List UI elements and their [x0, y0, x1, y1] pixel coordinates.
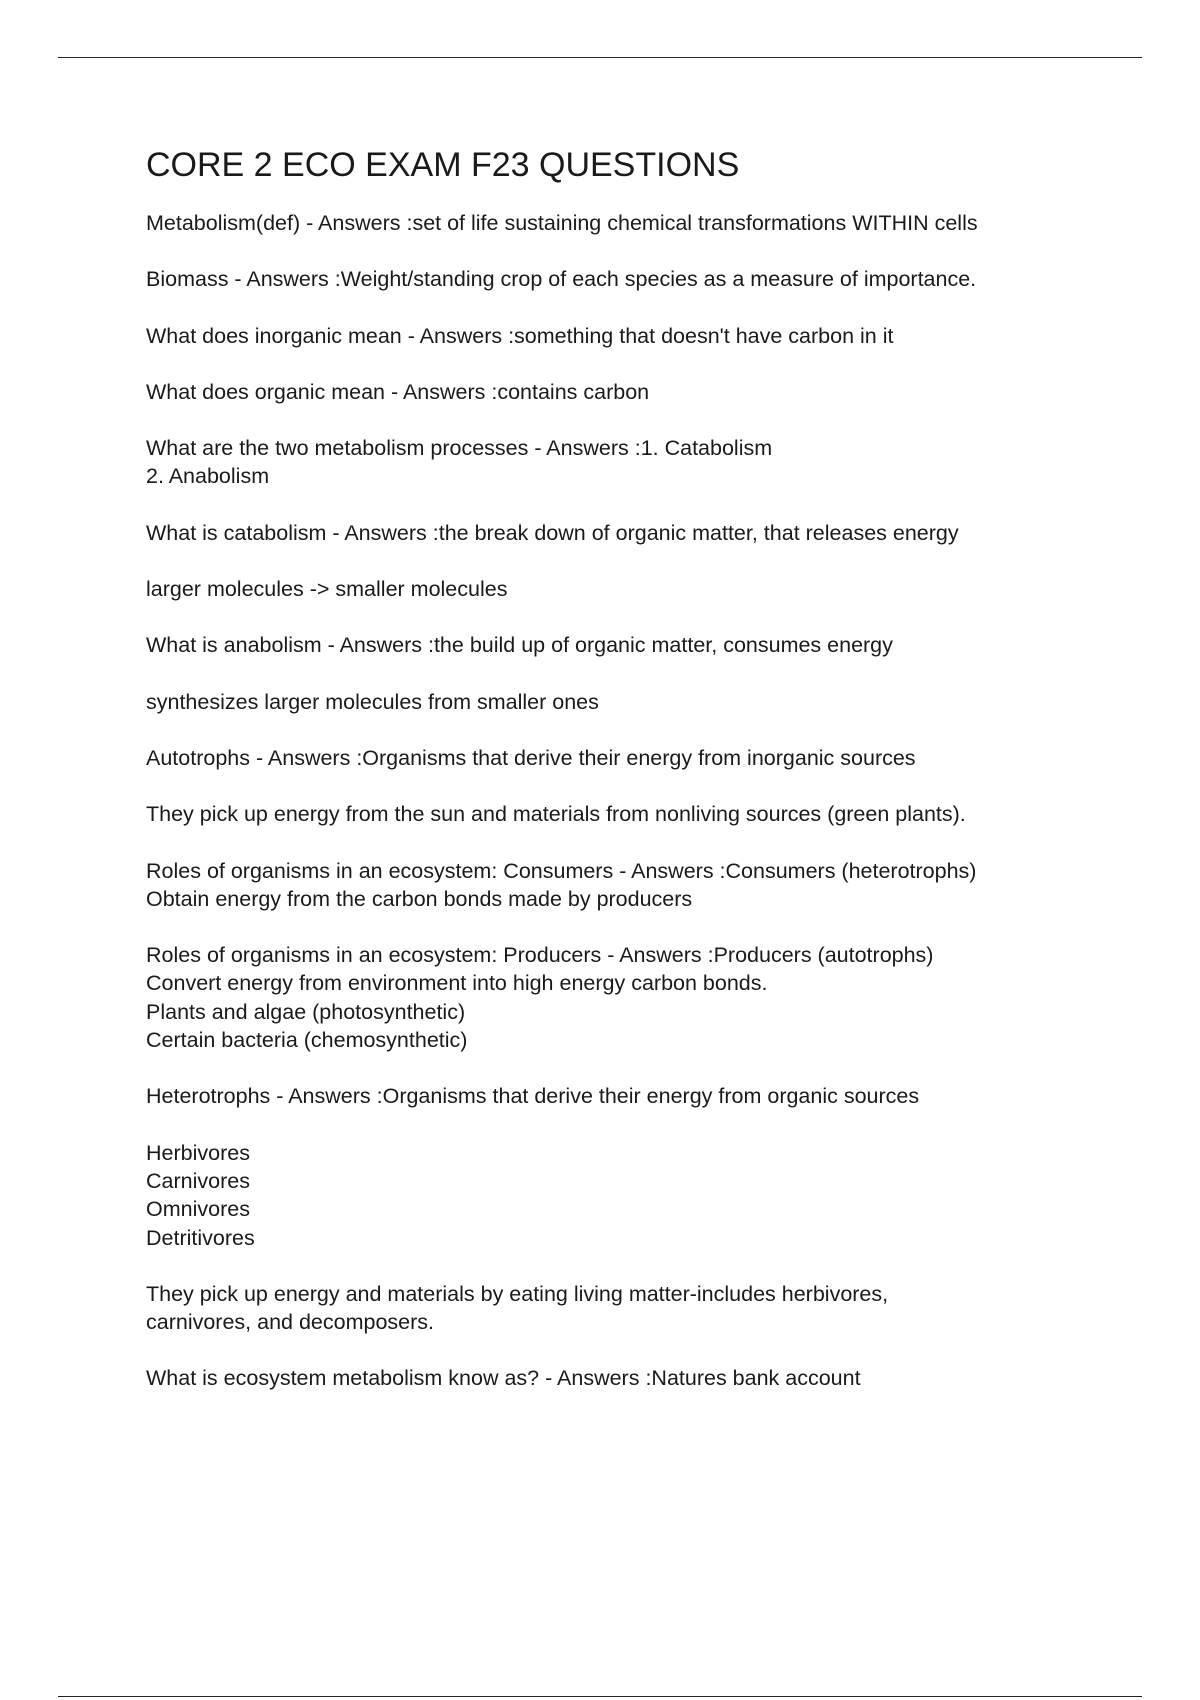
qa-paragraph: Heterotrophs - Answers :Organisms that derive their energy from organic sources: [146, 1084, 920, 1109]
qa-paragraph: What is anabolism - Answers :the build up of organic matter, consumes energy: [146, 633, 893, 658]
qa-paragraph: What is catabolism - Answers :the break down of organic matter, that releases energy: [146, 520, 959, 545]
qa-paragraph: Roles of organisms in an ecosystem: Consumers - Answers :Consumers (heterotrophs) Obtain energy from the carbon bonds made by producers: [146, 858, 977, 911]
qa-paragraph: What does inorganic mean - Answers :something that doesn't have carbon in it: [146, 323, 894, 348]
qa-paragraph: They pick up energy from the sun and materials from nonliving sources (green plants).: [146, 802, 966, 827]
qa-list: [146, 209, 1146, 1393]
qa-paragraph: Metabolism(def) - Answers :set of life sustaining chemical transformations WITHIN cells: [146, 211, 978, 235]
top-rule: [58, 57, 1142, 58]
qa-paragraph: Autotrophs - Answers :Organisms that derive their energy from inorganic sources: [146, 745, 916, 770]
qa-paragraph: Biomass - Answers :Weight/standing crop of each species as a measure of importance.: [146, 267, 977, 292]
qa-paragraph: What does organic mean - Answers :contains carbon: [146, 379, 650, 404]
qa-paragraph: Herbivores Carnivores Omnivores Detritivores: [146, 1140, 255, 1250]
qa-paragraph: They pick up energy and materials by eating living matter-includes herbivores, carnivores, and decomposers.: [146, 1281, 889, 1335]
qa-paragraph: Roles of organisms in an ecosystem: Producers - Answers :Producers (autotrophs) Convert energy from environment into high energy carbon bonds. Plants and algae (photosynthetic) Certain bacteria (chemosynthetic): [146, 943, 934, 1053]
document-title: CORE 2 ECO EXAM F23 QUESTIONS: [146, 146, 740, 184]
bottom-rule: [58, 1696, 1142, 1697]
qa-paragraph: What is ecosystem metabolism know as? - Answers :Natures bank account: [146, 1366, 861, 1391]
qa-paragraph: synthesizes larger molecules from smaller ones: [146, 689, 599, 714]
document-body: [146, 143, 1146, 1421]
qa-paragraph: What are the two metabolism processes - Answers :1. Catabolism 2. Anabolism: [146, 436, 773, 489]
qa-paragraph: larger molecules -> smaller molecules: [146, 577, 508, 602]
